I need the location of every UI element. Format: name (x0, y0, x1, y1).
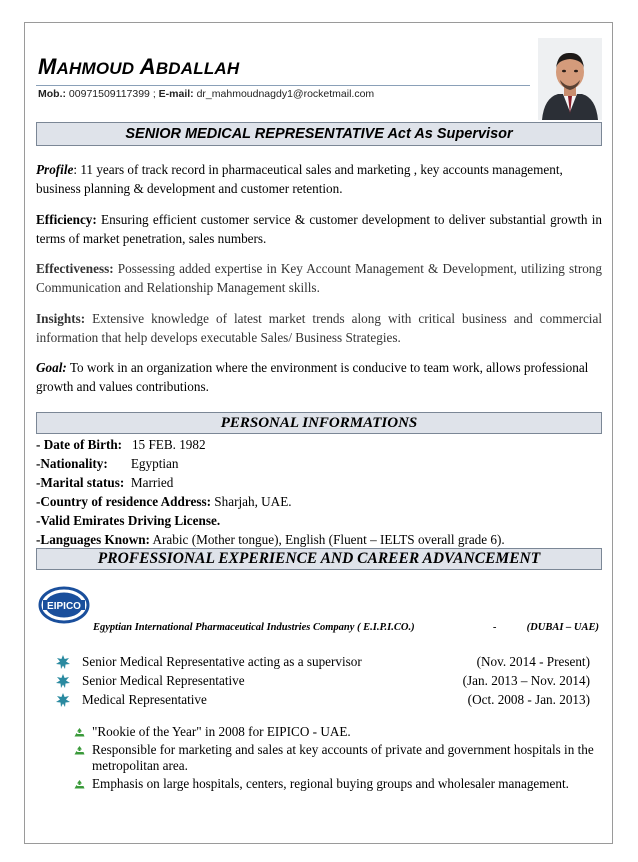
role-item: Senior Medical Representative acting as a supervisor (Nov. 2014 - Present) (56, 652, 596, 671)
achievements-list (74, 724, 600, 793)
recycle-bullet-icon (74, 746, 85, 755)
roles-list (56, 652, 596, 709)
achievement-item: "Rookie of the Year" in 2008 for EIPICO - UAE. (74, 724, 600, 741)
candidate-name: MAHMOUD ABDALLAH (38, 54, 240, 79)
languages-row: -Languages Known: Arabic (Mother tongue), English (Fluent – IELTS overall grade 6). (36, 532, 505, 547)
recycle-bullet-icon (74, 728, 85, 737)
company-name: Egyptian International Pharmaceutical Industries Company ( E.I.P.I.CO.) (93, 622, 415, 633)
effectiveness-paragraph: Effectiveness: Possessing added expertise in Key Account Management & Development, utilizing strong Communication and Relationship Management skills. (36, 261, 602, 295)
header-divider (36, 85, 530, 86)
role-item: Senior Medical Representative (Jan. 2013 – Nov. 2014) (56, 671, 596, 690)
country-row: -Country of residence Address: Sharjah, UAE. (36, 494, 292, 509)
role-item: Medical Representative (Oct. 2008 - Jan. 2013) (56, 690, 596, 709)
job-title-banner: SENIOR MEDICAL REPRESENTATIVE Act As Supervisor (36, 122, 602, 146)
insights-paragraph: Insights: Extensive knowledge of latest market trends along with critical business and commercial information that help develops executable Sales/ Business Strategies. (36, 311, 602, 345)
company-line: Egyptian International Pharmaceutical Industries Company ( E.I.P.I.CO.) - (DUBAI – UAE) (93, 622, 599, 633)
achievement-item: Responsible for marketing and sales at key accounts of private and government hospitals in the metropolitan area. (74, 742, 600, 775)
contact-line: Mob.: 00971509117399 ; E-mail: dr_mahmoudnagdy1@rocketmail.com (38, 88, 375, 100)
nationality-row: -Nationality: Egyptian (36, 456, 179, 471)
star-bullet-icon (56, 674, 70, 688)
star-bullet-icon (56, 693, 70, 707)
star-bullet-icon (56, 655, 70, 669)
profile-photo (538, 38, 602, 120)
recycle-bullet-icon (74, 780, 85, 789)
company-location: (DUBAI – UAE) (526, 622, 599, 633)
eipico-logo (38, 585, 90, 625)
email-link[interactable]: dr_mahmoudnagdy1@rocketmail.com (196, 88, 375, 100)
dob-row: - Date of Birth: 15 FEB. 1982 (36, 437, 206, 452)
efficiency-paragraph: Efficiency: Ensuring efficient customer service & customer development to deliver substantial growth in terms of market penetration, sales numbers. (36, 212, 602, 246)
achievement-item: Emphasis on large hospitals, centers, regional buying groups and wholesaler management. (74, 776, 600, 793)
personal-info-banner: PERSONAL INFORMATIONS (36, 412, 602, 434)
goal-paragraph: Goal: To work in an organization where the environment is conducive to team work, allows professional growth and values contributions. (36, 360, 589, 394)
profile-paragraph: Profile: 11 years of track record in pharmaceutical sales and marketing , key accounts management, business planning & development and customer retention. (36, 162, 563, 196)
logo-text: EIPICO (47, 601, 81, 612)
personal-info-list (36, 435, 505, 549)
marital-row: -Marital status: Married (36, 475, 174, 490)
license-row: -Valid Emirates Driving License. (36, 513, 221, 528)
experience-banner: PROFESSIONAL EXPERIENCE AND CAREER ADVANCEMENT (36, 548, 602, 570)
